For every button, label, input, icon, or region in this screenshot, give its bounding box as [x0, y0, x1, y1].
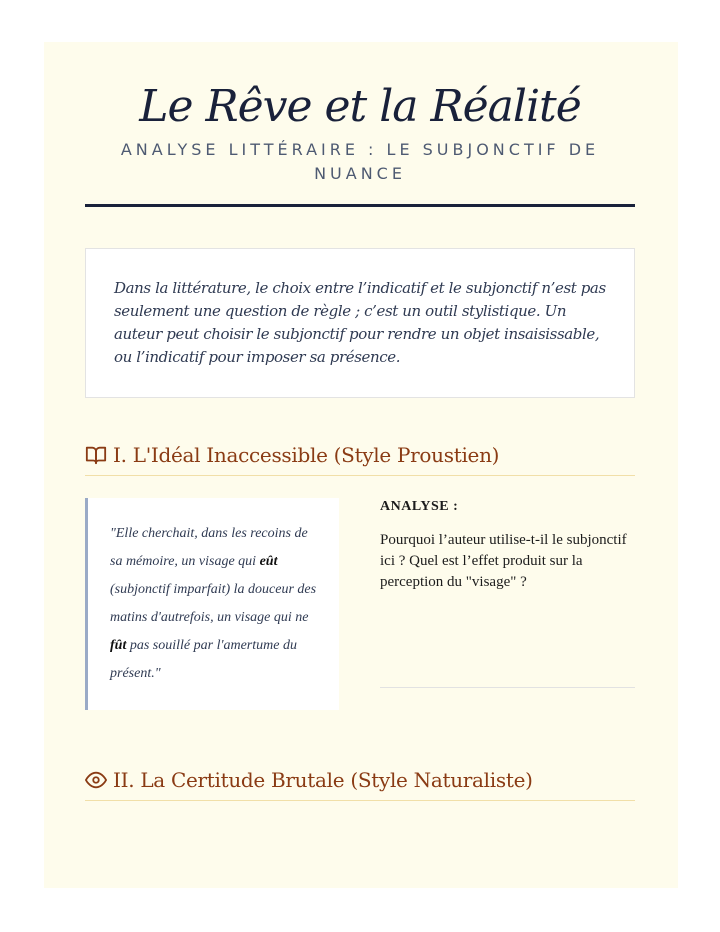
page-subtitle: ANALYSE LITTÉRAIRE : LE SUBJONCTIF DE NUANCE — [120, 140, 600, 183]
quote-part-2: (subjonctif imparfait) la douceur des matins d'autrefois, un visage qui ne — [110, 582, 317, 625]
section-heading-certitude — [85, 763, 635, 801]
quote-box — [85, 498, 339, 710]
quote-part-1: "Elle cherchait, dans les recoins de sa mémoire, un visage qui — [110, 526, 308, 569]
section-heading-ideal — [85, 438, 635, 476]
intro-text: Dans la littérature, le choix entre l’indicatif et le subjonctif n’est pas seulement une question de règle ; c’est un outil stylistique. Un auteur peut choisir le subjonctif pour rendre un objet insaisissable, ou l’indicatif pour imposer sa présence. — [114, 279, 606, 366]
header-divider — [85, 204, 635, 207]
page-title: Le Rêve et la Réalité — [139, 81, 581, 132]
document-header — [85, 78, 635, 186]
quote-verb-2: fût — [110, 638, 127, 653]
eye-icon — [85, 769, 107, 791]
quote-part-3: pas souillé par l'amertume du présent." — [110, 638, 297, 681]
open-book-icon — [85, 444, 107, 466]
analysis-panel — [380, 498, 635, 688]
intro-box — [85, 248, 635, 398]
document-page — [44, 42, 678, 888]
analysis-question: Pourquoi l’auteur utilise-t-il le subjonctif ici ? Quel est l’effet produit sur la perception du "visage" ? — [380, 532, 627, 590]
analysis-label: ANALYSE : — [380, 499, 459, 514]
section-title-ideal: I. L'Idéal Inaccessible (Style Proustien) — [113, 442, 500, 467]
quote-text — [110, 520, 319, 688]
quote-verb-1: eût — [259, 554, 278, 569]
section-title-certitude: II. La Certitude Brutale (Style Naturaliste) — [113, 767, 533, 792]
